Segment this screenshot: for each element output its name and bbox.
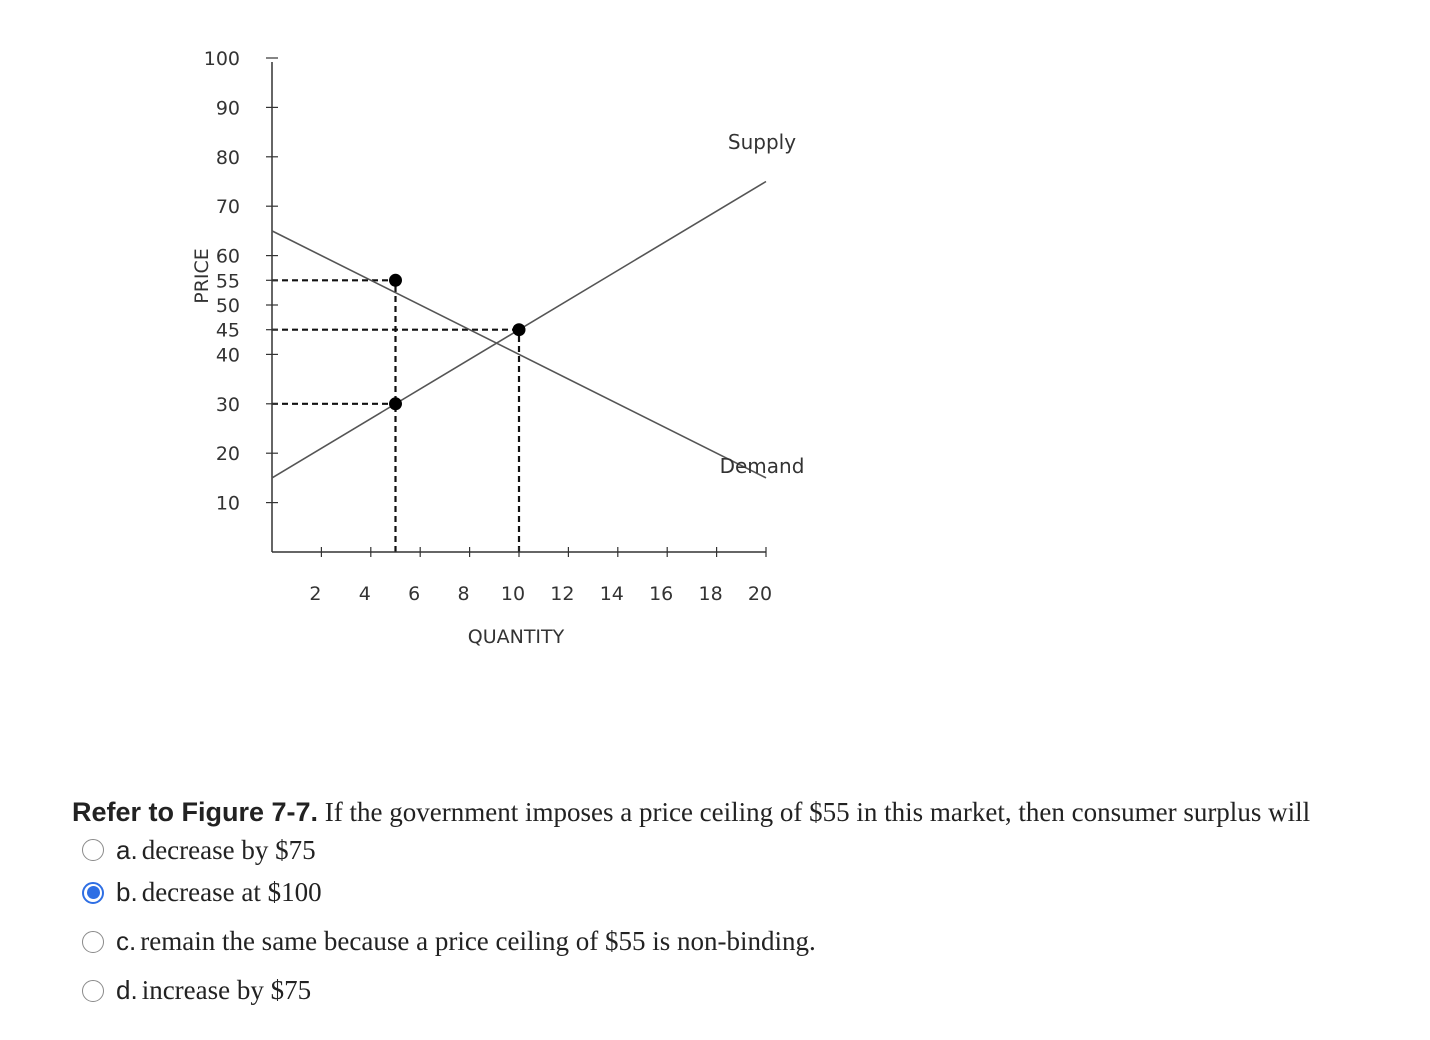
highlight-point: [513, 323, 526, 336]
y-tick-label: 40: [215, 344, 240, 367]
answer-options: [82, 832, 1426, 1015]
tick-labels: [204, 48, 772, 605]
x-tick-label: 4: [358, 583, 371, 605]
reference-lines: [272, 280, 519, 552]
radio-a[interactable]: [82, 839, 104, 861]
y-tick-label: 55: [215, 270, 240, 293]
y-tick-label: 10: [215, 492, 240, 515]
chart-axes: [266, 58, 766, 557]
x-tick-label: 2: [309, 583, 322, 605]
option-d[interactable]: [82, 966, 1426, 1015]
series-label-supply: Supply: [727, 130, 797, 154]
option-text: remain the same because a price ceiling of $55 is non-binding.: [140, 926, 816, 956]
option-b[interactable]: [82, 868, 1426, 917]
series-label-demand: Demand: [719, 454, 805, 478]
option-text: decrease at $100: [141, 877, 322, 907]
y-tick-label: 30: [215, 393, 240, 416]
y-tick-label: 80: [215, 146, 240, 169]
radio-c[interactable]: [82, 931, 104, 953]
y-tick-label: 45: [215, 319, 240, 342]
x-tick-label: 6: [408, 583, 421, 605]
x-tick-label: 20: [747, 583, 773, 605]
highlight-points: [389, 274, 526, 411]
option-letter: c.: [116, 926, 137, 956]
option-text: decrease by $75: [141, 834, 316, 865]
y-tick-label: 20: [215, 443, 240, 466]
question-block: [72, 792, 1426, 1015]
x-tick-label: 10: [500, 583, 526, 605]
x-tick-label: 14: [599, 583, 624, 605]
highlight-point: [389, 274, 402, 287]
option-c[interactable]: [82, 917, 1426, 966]
y-tick-label: 70: [215, 196, 240, 219]
y-tick-label: 90: [215, 97, 240, 120]
option-a[interactable]: [82, 832, 1426, 868]
x-tick-label: 16: [649, 583, 674, 605]
x-tick-label: 18: [698, 583, 723, 605]
figure-reference: Refer to Figure 7-7.: [72, 797, 319, 827]
radio-b[interactable]: [82, 882, 104, 904]
x-tick-label: 8: [457, 583, 470, 605]
supply-demand-chart: [0, 0, 840, 660]
option-text: increase by $75: [141, 975, 312, 1005]
highlight-point: [389, 397, 402, 410]
y-tick-label: 100: [203, 48, 240, 70]
y-tick-label: 50: [215, 295, 240, 317]
x-tick-label: 12: [550, 583, 575, 605]
question-stem: [72, 792, 1426, 832]
option-letter: a.: [116, 834, 138, 865]
radio-d[interactable]: [82, 980, 104, 1002]
question-text: If the government imposes a price ceiling of $55 in this market, then consumer surplus will: [318, 797, 1311, 827]
option-letter: b.: [116, 877, 138, 907]
y-tick-label: 60: [215, 245, 240, 268]
x-axis-label: QUANTITY: [467, 626, 565, 648]
y-axis-label: PRICE: [191, 248, 213, 304]
option-letter: d.: [116, 975, 138, 1005]
